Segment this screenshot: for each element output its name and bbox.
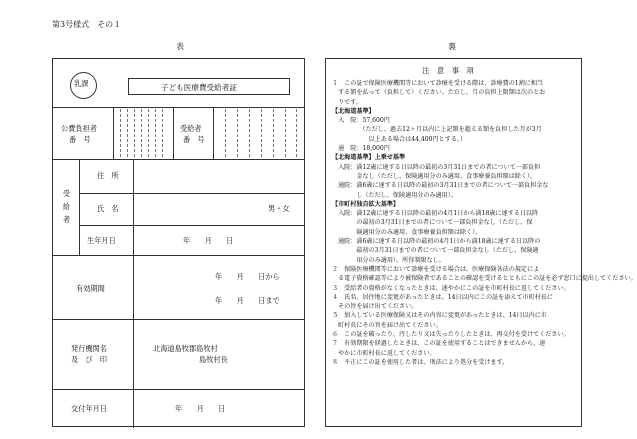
note-line: 【北海道基準】上乗せ基準 xyxy=(332,154,406,162)
form-number-label: 第3号様式 その１ xyxy=(52,20,122,29)
card-title: 子ども医療費受給者証 xyxy=(161,83,237,92)
issuer-label: 発行機関名 xyxy=(71,344,107,353)
sex-field: 男・女 xyxy=(268,204,290,213)
front-card xyxy=(52,58,305,427)
issuer-name: 北海道島牧郡島牧村 xyxy=(153,344,218,353)
payer-number-label: 公費負担者 xyxy=(61,124,97,133)
note-line: 入 院：57,600円 xyxy=(332,117,390,125)
recipient-number-label: 受給者 xyxy=(180,124,202,133)
note-line: その旨を届け出てください。 xyxy=(332,303,418,311)
note-line: の最初の3月31日までの者について一部負担金なし（ただし、保 xyxy=(332,219,533,227)
validity-to: 年 月 日まで xyxy=(215,296,280,305)
name-label: 氏 名 xyxy=(97,204,119,213)
birth-date: 年 月 日 xyxy=(183,236,234,245)
note-line: １ この証で保険医療機関等において診療を受ける際は、診療費の1割に相当 xyxy=(332,80,544,87)
back-heading: 裏 xyxy=(448,42,456,51)
note-line: 【北海道基準】 xyxy=(332,107,375,115)
note-line: 通 院：18,000円 xyxy=(332,145,390,153)
note-line: 通院：満6歳に達する日以降の最初の4月1日から満18歳に達する日以降の xyxy=(332,238,541,246)
note-line: （ただし、過去12ヶ月以内に上記額を超える額を負担した月が3月 xyxy=(332,126,542,134)
note-line: 通院：満6歳に達する日以降の最初の3月31日までの者について一部負担金な xyxy=(332,182,549,190)
seal-text: 乳課 xyxy=(74,79,89,88)
note-line: ７ 有効期限を経過したときは、この証を使用することはできませんから、速 xyxy=(332,340,546,348)
note-line: やかに市町村長に返してください。 xyxy=(332,349,436,357)
note-line: 入院：満12歳に達する日以降の最初の4月1日から満18歳に達する日以降 xyxy=(332,210,539,218)
note-line: 入院：満12歳に達する日以降の最初の3月31日までの者について一部負担 xyxy=(332,163,541,171)
note-line: 用分のみ適用）。所得制限なし。 xyxy=(332,256,445,264)
note-line: ４ 氏名、居住地に変更があったときは、14日以内にこの証を添えて市町村長に xyxy=(332,293,553,301)
issue-date: 年 月 日 xyxy=(175,404,226,413)
validity-from: 年 月 日から xyxy=(215,272,280,281)
birth-label: 生年月日 xyxy=(87,236,116,245)
note-line: る電子資格確認等により被保険者であることの確認を受けるとともにこの証を必ず窓口に提出してください。 xyxy=(332,275,637,283)
issuer-label-2: 及 び 印 xyxy=(71,355,107,364)
note-line: りです。 xyxy=(332,98,362,106)
note-line: 険適用分のみ適用、食事療養負担額は除く）。 xyxy=(332,228,482,236)
notes-title: 注 意 事 項 xyxy=(422,66,474,75)
front-heading: 表 xyxy=(176,42,184,51)
note-line: し（ただし、保険適用分のみ適用）。 xyxy=(332,191,457,199)
validity-label: 有効期間 xyxy=(76,284,105,293)
issue-date-label: 交付年月日 xyxy=(71,404,107,413)
note-line: 以上ある場合は44,400円とする。） xyxy=(332,135,467,143)
recipient-vertical-label: 受給者 xyxy=(62,189,71,224)
note-line: ２ 保険医療機関等において診療を受ける場合は、医療保険各法の規定によ xyxy=(332,265,540,273)
note-line: 【市町村独自拡大基準】 xyxy=(332,200,400,208)
back-card xyxy=(325,58,637,427)
note-line: 最初の3月31日までの者について一部負担金なし（ただし、保険適 xyxy=(332,247,539,255)
notes-list xyxy=(332,79,637,367)
payer-number-label-2: 番 号 xyxy=(69,135,91,144)
note-line: ５ 加入している医療保険又はその内容に変更があったときは、14日以内に市 xyxy=(332,312,547,320)
note-line: 金なし（ただし、保険適用分のみ適用、食事療養負担額は除く）。 xyxy=(332,172,537,180)
note-line: する額を払って（負担して）ください。ただし、月の負担上限額は次のとお xyxy=(332,89,546,97)
note-line: 町村長にその旨を届け出てください。 xyxy=(332,321,442,329)
note-line: ３ 受給者の資格がなくなったときは、速やかにこの証を市町村長に返してください。 xyxy=(332,284,570,292)
address-label: 住 所 xyxy=(97,171,119,180)
note-line: ８ 不正にこの証を使用した者は、刑法により処分を受けます。 xyxy=(332,358,509,366)
recipient-number-label-2: 番 号 xyxy=(183,135,205,144)
note-line: ６ この証を破ったり、汚したり又は失ったりしたときは、再交付を受けてください。 xyxy=(332,331,570,339)
issuer-mayor: 島牧村長 xyxy=(199,355,228,364)
